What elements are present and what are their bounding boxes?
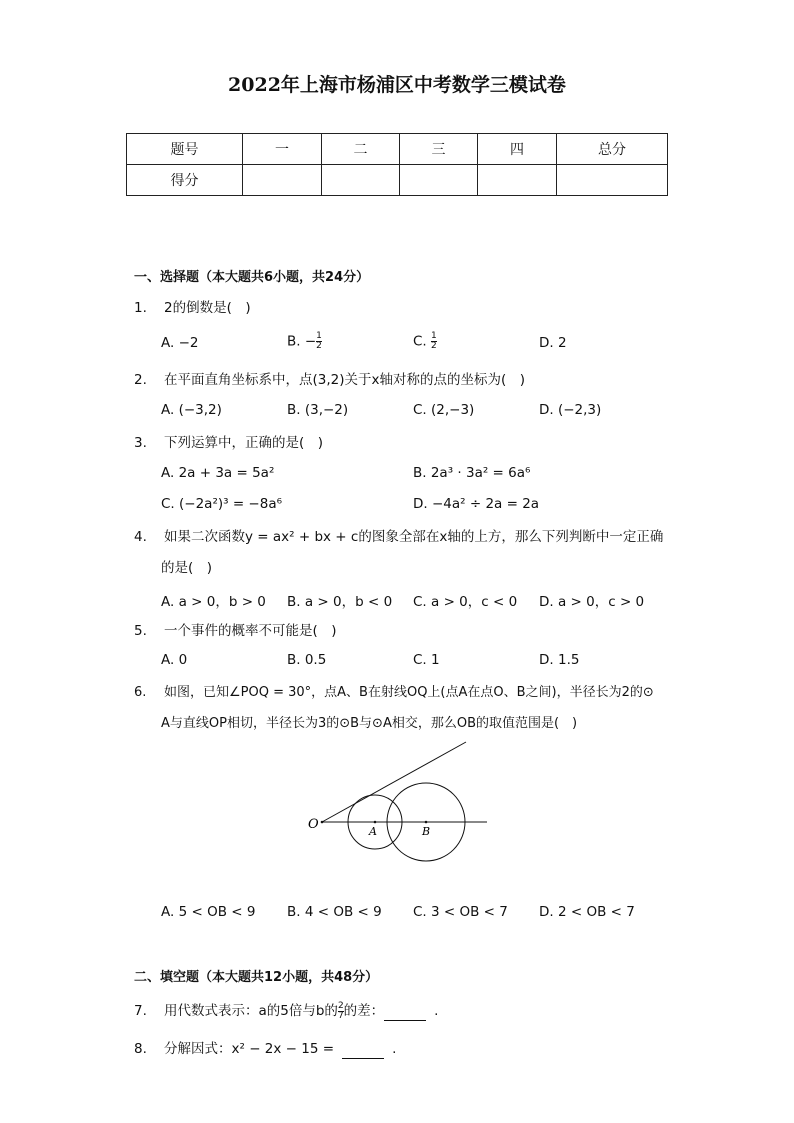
question-number: 3. xyxy=(134,435,147,451)
option-d: D. a > 0，c > 0 xyxy=(539,594,645,610)
question-text: 如图，已知∠POQ = 30°，点A、B在射线OQ上(点A在点O、B之间)，半径长为2的⊙ xyxy=(164,685,654,700)
table-cell: 二 xyxy=(322,134,400,165)
section-heading-choice: 一、选择题（本大题共6小题，共24分） xyxy=(134,270,370,285)
question-1 xyxy=(134,298,251,318)
option-d: D. 1.5 xyxy=(539,652,580,668)
option-c: C. a > 0，c < 0 xyxy=(413,594,518,610)
ray-op xyxy=(322,742,466,822)
question-8 xyxy=(134,1039,396,1059)
fraction xyxy=(316,332,322,351)
question-number: 2. xyxy=(134,372,147,388)
point-o xyxy=(321,821,324,824)
table-cell: 三 xyxy=(400,134,478,165)
label-o: O xyxy=(308,817,319,832)
numerator: 1 xyxy=(431,331,437,341)
question-number: 6. xyxy=(134,685,147,700)
question-4-cont: 的是( ) xyxy=(161,560,213,576)
question-2 xyxy=(134,370,525,390)
option-c: C. 3 < OB < 7 xyxy=(413,904,508,920)
table-row xyxy=(127,134,668,165)
option-b xyxy=(287,332,322,351)
option-b: B. 4 < OB < 9 xyxy=(287,904,382,920)
score-cell xyxy=(400,165,478,196)
answer-blank[interactable] xyxy=(384,1006,426,1021)
question-text: 2的倒数是( ) xyxy=(164,300,251,316)
option-label: C. xyxy=(413,333,432,350)
period: . xyxy=(392,1041,397,1057)
question-number: 8. xyxy=(134,1041,147,1057)
table-cell: 得分 xyxy=(127,165,243,196)
option-a: A. (−3,2) xyxy=(161,402,222,418)
option-b: B. a > 0，b < 0 xyxy=(287,594,393,610)
table-row xyxy=(127,165,668,196)
denominator: 7 xyxy=(337,1010,344,1021)
question-text: 一个事件的概率不可能是( ) xyxy=(164,623,337,639)
option-b: B. 2a³ · 3a² = 6a⁶ xyxy=(413,465,531,481)
option-d: D. (−2,3) xyxy=(539,402,602,418)
denominator: 2 xyxy=(431,341,437,351)
option-c xyxy=(413,332,437,351)
option-a: A. −2 xyxy=(161,335,199,351)
question-number: 7. xyxy=(134,1003,147,1019)
question-6-cont: A与直线OP相切，半径长为3的⊙B与⊙A相交，那么OB的取值范围是( ) xyxy=(161,716,578,731)
option-a: A. a > 0，b > 0 xyxy=(161,594,266,610)
score-cell xyxy=(557,165,668,196)
score-cell xyxy=(243,165,322,196)
fraction xyxy=(431,332,437,351)
answer-blank[interactable] xyxy=(342,1044,384,1059)
question-6 xyxy=(134,683,654,703)
option-d: D. 2 xyxy=(539,335,567,351)
label-a: A xyxy=(369,825,377,838)
option-c: C. (−2a²)³ = −8a⁶ xyxy=(161,496,283,512)
score-cell xyxy=(322,165,400,196)
option-c: C. 1 xyxy=(413,652,440,668)
option-d: D. −4a² ÷ 2a = 2a xyxy=(413,496,540,512)
question-3 xyxy=(134,433,323,453)
page-title: 2022年上海市杨浦区中考数学三模试卷 xyxy=(228,74,566,96)
question-number: 1. xyxy=(134,300,147,316)
question-text: 用代数式表示：a的5倍与b的 xyxy=(164,1003,338,1019)
option-b: B. 0.5 xyxy=(287,652,327,668)
question-text: 分解因式：x² − 2x − 15 = xyxy=(164,1041,335,1057)
question-number: 5. xyxy=(134,623,147,639)
score-table xyxy=(126,133,668,196)
question-7 xyxy=(134,1001,438,1021)
numerator: 1 xyxy=(316,331,322,341)
table-cell: 题号 xyxy=(127,134,243,165)
denominator: 2 xyxy=(316,341,322,351)
label-b: B xyxy=(422,825,431,838)
table-cell: 总分 xyxy=(557,134,668,165)
option-d: D. 2 < OB < 7 xyxy=(539,904,635,920)
option-label: B. − xyxy=(287,333,317,350)
point-a xyxy=(374,821,377,824)
option-a: A. 0 xyxy=(161,652,188,668)
question-text: 如果二次函数y = ax² + bx + c的图象全部在x轴的上方，那么下列判断中一定正确 xyxy=(164,529,664,545)
period: . xyxy=(434,1003,439,1019)
option-a: A. 2a + 3a = 5a² xyxy=(161,465,275,481)
option-c: C. (2,−3) xyxy=(413,402,475,418)
question-text: 的差： xyxy=(343,1003,385,1019)
question-5 xyxy=(134,621,337,641)
question-4 xyxy=(134,527,663,547)
table-cell: 四 xyxy=(478,134,557,165)
option-b: B. (3,−2) xyxy=(287,402,349,418)
question-text: 下列运算中，正确的是( ) xyxy=(164,435,324,451)
question-number: 4. xyxy=(134,529,147,545)
question-text: 在平面直角坐标系中，点(3,2)关于x轴对称的点的坐标为( ) xyxy=(164,372,526,388)
section-heading-fill: 二、填空题（本大题共12小题，共48分） xyxy=(134,970,379,985)
table-cell: 一 xyxy=(243,134,322,165)
numerator: 2 xyxy=(337,1000,344,1011)
geometry-figure xyxy=(300,735,500,870)
point-b xyxy=(425,821,428,824)
option-a: A. 5 < OB < 9 xyxy=(161,904,256,920)
score-cell xyxy=(478,165,557,196)
